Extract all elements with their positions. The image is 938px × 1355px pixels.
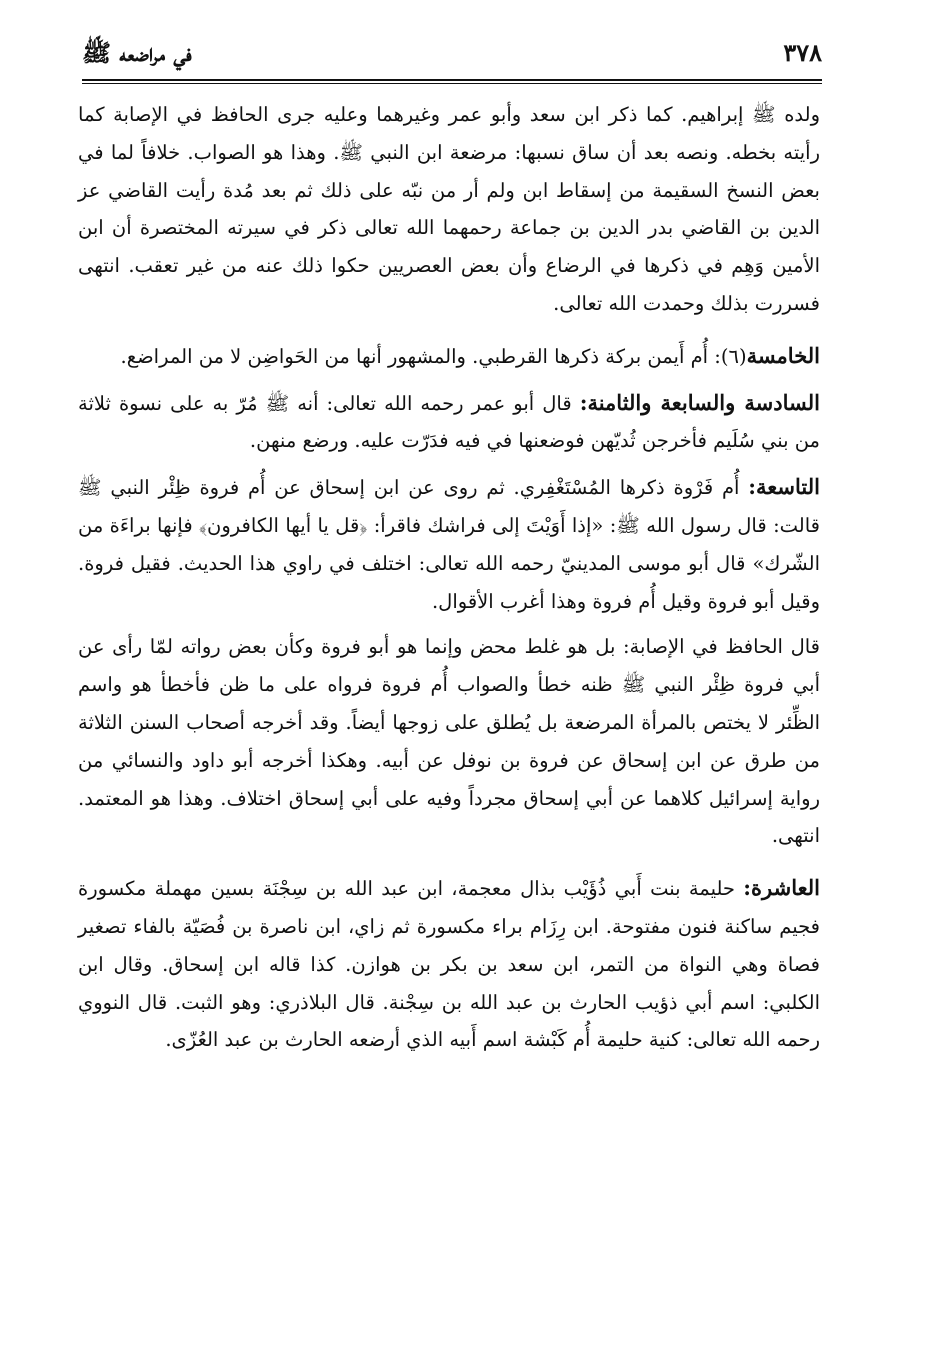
page-header — [82, 36, 822, 76]
paragraph-hafiz-isaba — [78, 628, 820, 855]
paragraph-text: قال الحافظ في الإصابة: بل هو غلط محض وإنما هو أبو فروة وكأن بعض رواته لمّا رأى عن أبي فروة ظِئْر النبي ﷺ ظنه خطأ والصواب أُم فروة فرواه على ما ظن فأخطأ هو واسم الظِّئر لا يختص بالمرأة المرضعة بل يُطلق على زوجها أيضاً. وقد أخرجه أصحاب السنن الثلاثة من طرق عن ابن إسحاق عن فروة بن نوفل عن أبيه. وهكذا أخرجه أبو داود والنسائي من رواية إسرائيل كلاهما عن أبي إسحاق مجرداً وفيه على أبي إسحاق اختلاف. وهذا هو المعتمد. انتهى. — [78, 635, 820, 848]
paragraph-text: (٦): أُم أَيمن بركة ذكرها القرطبي. والمشهور أنها من الحَواضِن لا من المراضع. — [120, 344, 747, 368]
paragraph-fifth — [78, 337, 820, 376]
paragraph-text: حليمة بنت أَبي ذُؤَيْب بذال معجمة، ابن عبد الله بن سِجْنَة بسين مهملة مكسورة فجيم ساكنة فنون مفتوحة. ابن رِزَام براء مكسورة ثم زاي، ابن ناصرة بن فُصَيّة بالفاء تصغير فصاة وهي النواة من التمر، ابن سعد بن بكر بن هوازن. كذا قاله ابن إسحاق. وقال ابن الكلبي: اسم أبي ذؤيب الحارث بن عبد الله بن سِجْنة. قال البلاذري: وهو الثبت. قال النووي رحمه الله تعالى: كنية حليمة أُم كَبْشة اسم أَبيه الذي أرضعه الحارث بن عبد العُزّى. — [78, 877, 820, 1052]
section-heading-tenth: العاشرة: — [743, 875, 820, 901]
paragraph-ibrahim-wet-nurse — [78, 96, 820, 323]
paragraph-text: قال أبو عمر رحمه الله تعالى: أنه ﷺ مُرّ به على نسوة ثلاثة من بني سُلَيم فأخرجن ثُديّهن فوضعنها في فيه فدَرّت عليه. ورضع منهن. — [78, 391, 820, 453]
paragraph-tenth — [78, 869, 820, 1059]
header-divider — [82, 79, 822, 84]
paragraph-ninth — [78, 468, 820, 620]
section-heading-sixth-seventh-eighth: السادسة والسابعة والثامنة: — [579, 389, 820, 415]
section-heading-fifth: الخامسة — [746, 342, 820, 368]
page-number: ٣٧٨ — [783, 38, 822, 67]
running-title: في مراضعه ﷺ — [82, 38, 192, 67]
section-heading-ninth: التاسعة: — [748, 474, 820, 500]
paragraph-sixth-seventh-eighth — [78, 384, 820, 461]
paragraph-text: ولده ﷺ إبراهيم. كما ذكر ابن سعد وأبو عمر وغيرهما وعليه جرى الحافظ في الإصابة كما رأيته بخطه. ونصه بعد أن ساق نسبها: مرضعة ابن النبي ﷺ. وهذا هو الصواب. خلافاً لما في بعض النسخ السقيمة من إسقاط ابن ولم أر من نبّه على ذلك ثم بعد مُدة رأيت القاضي عز الدين بن القاضي بدر الدين بن جماعة رحمهما الله تعالى ذكر في سيرته المختصرة أن ابن الأمين وَهِم في ذكرها في الرضاع وأن بعض العصريين حكوا ذلك عنه من غير تعقب. انتهى فسررت بذلك وحمدت الله تعالى. — [78, 103, 820, 315]
page-body — [78, 96, 820, 1067]
paragraph-text: أُم فَرْوة ذكرها المُسْتَغْفِري. ثم روى عن ابن إسحاق عن أُم فروة ظِئْر النبي ﷺ قالت: قال رسول الله ﷺ: «إذا أَوَيْتَ إلى فراشك فاقرأ: ﴿قل يا أيها الكافرون﴾ فإنها براءَة من الشّرك» قال أبو موسى المدينيّ رحمه الله تعالى: اختلف في راوي هذا الحديث. فقيل فروة. وقيل أبو فروة وقيل أُم فروة وهذا أغرب الأقوال. — [78, 476, 820, 613]
